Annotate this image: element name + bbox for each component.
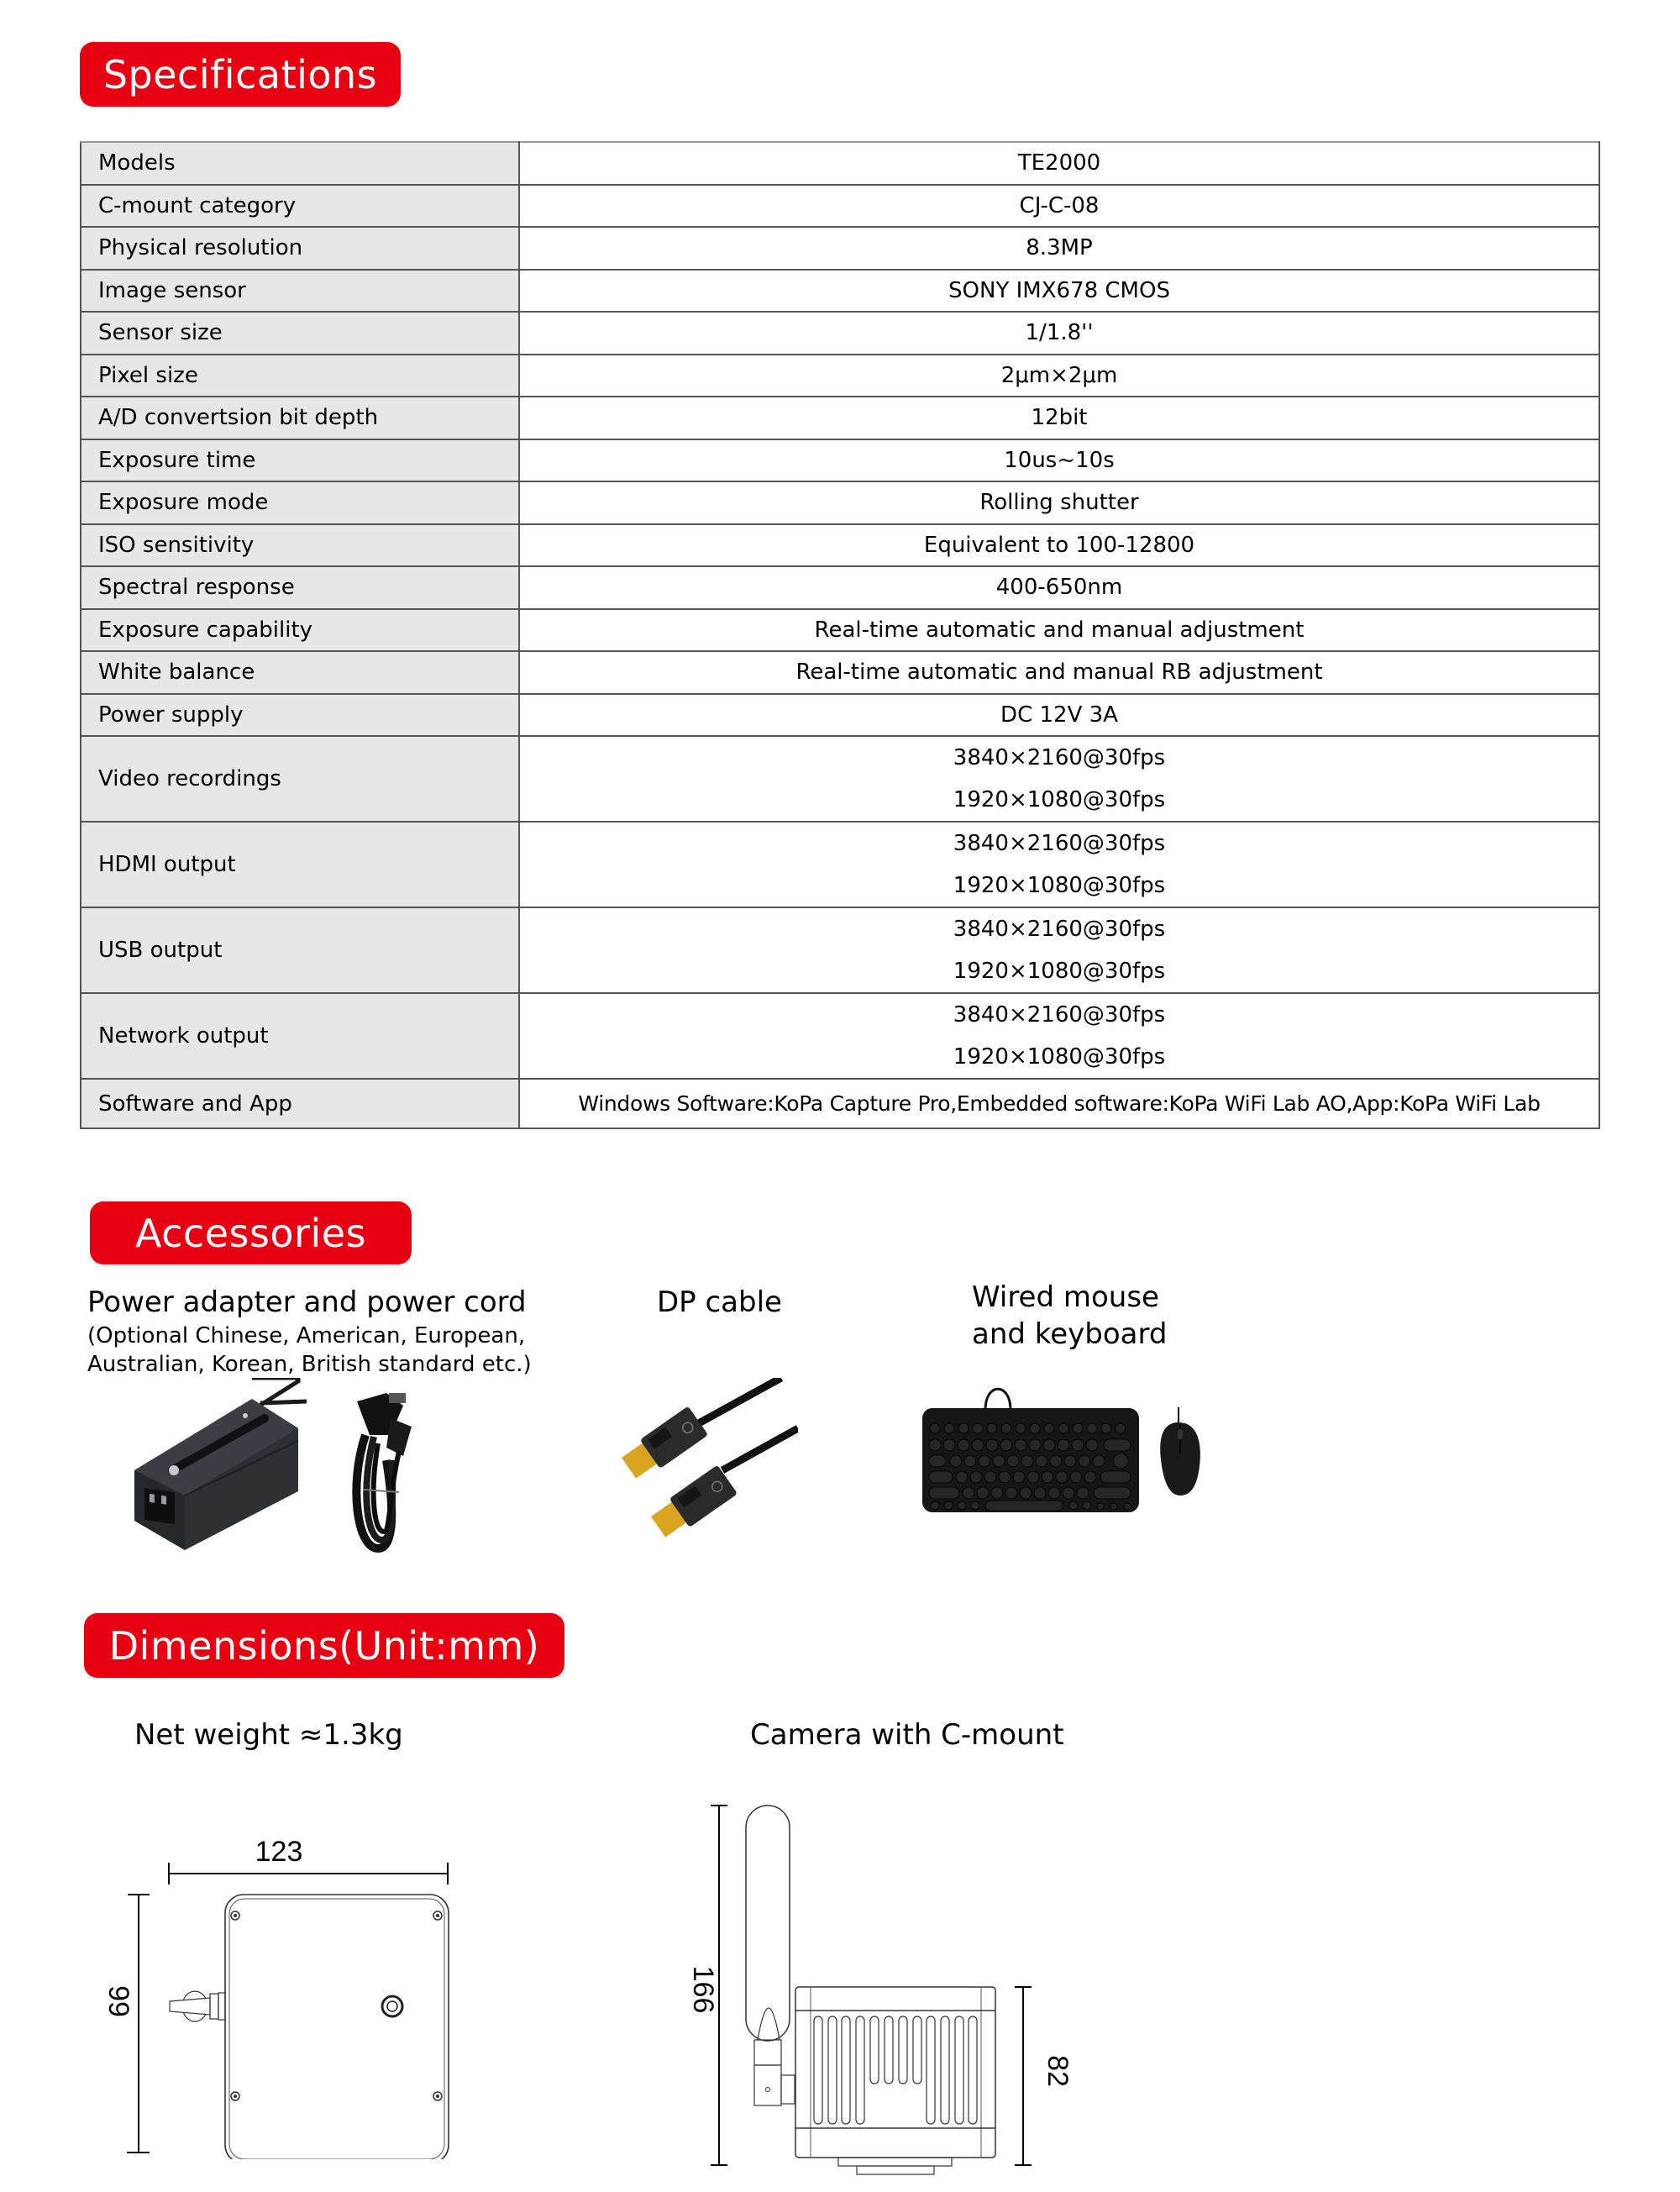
spec-label: Pixel size [81,355,519,397]
accessory-title-keyboard [972,1279,1224,1353]
power-adapter-icon [126,1378,311,1554]
spec-value [519,736,1599,822]
table-row [81,312,1599,355]
spec-value [519,185,1599,228]
spec-value-text: 1920×1080@30fps [953,873,1166,898]
table-row [81,439,1599,482]
spec-value-text: Equivalent to 100-12800 [923,532,1195,558]
spec-value-text: 3840×2160@30fps [953,831,1166,856]
spec-label: Exposure capability [81,609,519,652]
spec-label: Sensor size [81,312,519,355]
spec-value [519,312,1599,355]
table-row [81,907,1599,993]
spec-value [519,651,1599,694]
spec-value [519,355,1599,397]
spec-value [519,270,1599,313]
spec-value-text: 1920×1080@30fps [953,787,1166,812]
net-weight-caption: Net weight ≈1.3kg [134,1718,403,1752]
accessory-note-line: Australian, Korean, British standard etc.) [87,1352,532,1377]
table-row [81,822,1599,907]
spec-value-text: 3840×2160@30fps [953,917,1166,942]
spec-label: Exposure time [81,439,519,482]
spec-value-text: 1920×1080@30fps [953,1044,1166,1070]
spec-label: Software and App [81,1079,519,1128]
table-row [81,185,1599,228]
spec-value-text: 3840×2160@30fps [953,745,1166,770]
spec-value [519,694,1599,737]
table-row [81,566,1599,609]
spec-value-text: 400-650nm [995,575,1123,601]
spec-value-text: 2μm×2μm [1000,362,1118,388]
front-view-drawing [84,1823,487,2159]
table-row [81,524,1599,567]
accessory-title-line: and keyboard [972,1317,1168,1351]
section-title-specifications: Specifications [80,42,401,107]
table-row [81,736,1599,822]
spec-value [519,227,1599,270]
spec-value-text: Real-time automatic and manual RB adjustment [795,660,1323,686]
table-row [81,1079,1599,1128]
spec-value-text: 12bit [1031,405,1088,431]
front-width-label: 123 [255,1836,303,1868]
mouse-icon [1155,1407,1205,1500]
accessory-title-line: Wired mouse [972,1280,1159,1314]
spec-label: ISO sensitivity [81,524,519,567]
table-row [81,270,1599,313]
spec-value [519,397,1599,439]
spec-label: Power supply [81,694,519,737]
spec-label: White balance [81,651,519,694]
spec-label: HDMI output [81,822,519,907]
side-total-height-label: 166 [687,1965,719,2014]
spec-value-text: 3840×2160@30fps [953,1002,1166,1028]
spec-label: Image sensor [81,270,519,313]
spec-value [519,566,1599,609]
table-row [81,355,1599,397]
table-row [81,227,1599,270]
spec-value [519,1079,1599,1128]
spec-value [519,609,1599,652]
spec-value [519,993,1599,1079]
section-title-accessories: Accessories [90,1201,412,1264]
spec-label: Video recordings [81,736,519,822]
section-title-dimensions: Dimensions(Unit:mm) [84,1613,564,1678]
spec-value-text: 1920×1080@30fps [953,959,1166,984]
spec-label: Spectral response [81,566,519,609]
spec-label: USB output [81,907,519,993]
spec-value [519,524,1599,567]
spec-value-text: 10us~10s [1004,447,1115,473]
side-view-drawing [655,1781,1126,2192]
spec-label: A/D convertsion bit depth [81,397,519,439]
spec-value [519,907,1599,993]
spec-value-text: 1/1.8'' [1025,320,1094,346]
spec-value [519,822,1599,907]
table-row [81,609,1599,652]
table-row [81,651,1599,694]
spec-value [519,142,1599,185]
power-cord-icon [340,1385,433,1553]
spec-value-text: TE2000 [1017,150,1101,176]
spec-label: Models [81,142,519,185]
table-row [81,694,1599,737]
keyboard-icon [914,1378,1141,1512]
spec-value-text: 8.3MP [1026,235,1093,261]
spec-label: Exposure mode [81,481,519,524]
spec-value-text: Real-time automatic and manual adjustment [814,617,1305,643]
spec-value-text: SONY IMX678 CMOS [948,277,1170,303]
table-row [81,481,1599,524]
dp-cable-icon [596,1378,798,1546]
spec-table [80,141,1600,1129]
spec-value-text: Windows Software:KoPa Capture Pro,Embedded software:KoPa WiFi Lab AO,App:KoPa WiFi Lab [578,1091,1541,1116]
table-row [81,142,1599,185]
spec-value [519,439,1599,482]
accessory-title-power: Power adapter and power cord [87,1285,527,1319]
accessory-note-line: (Optional Chinese, American, European, [87,1323,526,1348]
spec-value-text: Rolling shutter [979,490,1139,516]
accessory-title-dp: DP cable [657,1285,782,1319]
accessory-note-power [87,1322,532,1379]
spec-label: Network output [81,993,519,1079]
spec-label: C-mount category [81,185,519,228]
camera-caption: Camera with C-mount [750,1718,1064,1752]
side-body-height-label: 82 [1042,2055,1074,2087]
front-height-label: 99 [102,1985,134,2017]
table-row [81,993,1599,1079]
spec-value-text: DC 12V 3A [1000,702,1118,728]
table-row [81,397,1599,439]
spec-value-text: CJ-C-08 [1019,192,1100,218]
spec-value [519,481,1599,524]
spec-label: Physical resolution [81,227,519,270]
